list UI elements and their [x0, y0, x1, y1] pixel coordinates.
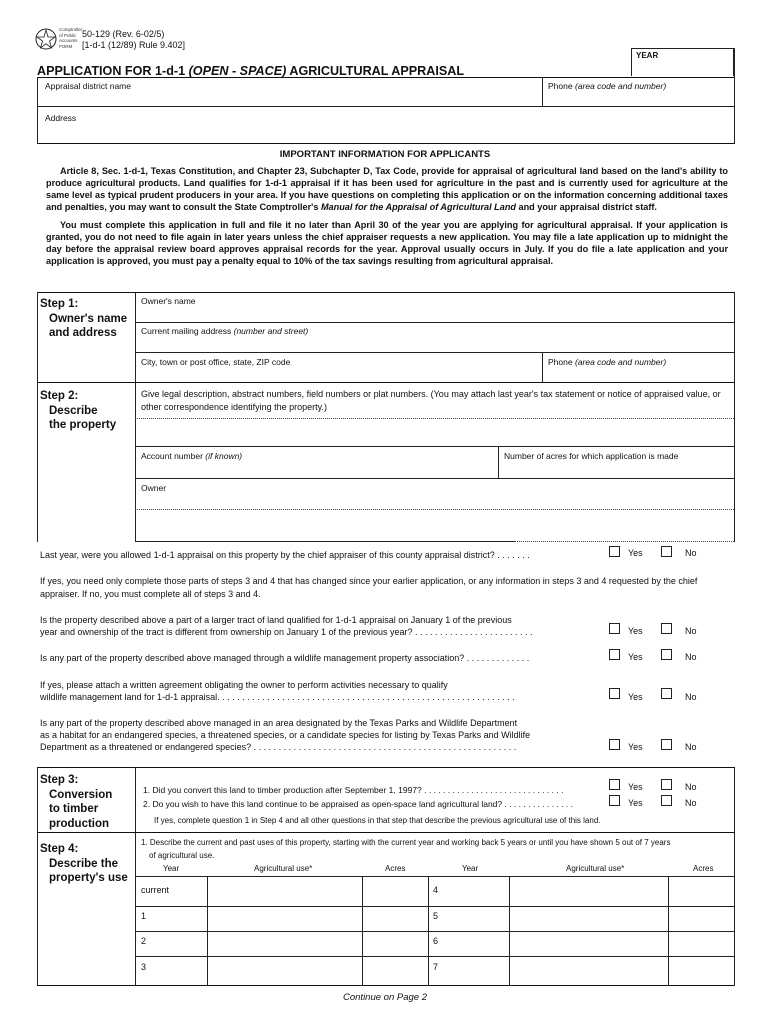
step3-q2-no-checkbox[interactable] [661, 795, 672, 806]
use-cell-6-acres[interactable] [669, 932, 733, 956]
year-label: YEAR [636, 51, 659, 60]
q5-no-checkbox[interactable] [661, 739, 672, 750]
use-row-year-current: current [141, 885, 170, 895]
district-phone-note: (area code and number) [574, 81, 667, 91]
use-cell-3-acres[interactable] [363, 957, 428, 985]
step3-heading: Step 3: Conversion to timber production [40, 774, 113, 830]
step3-q1-no-checkbox[interactable] [661, 779, 672, 790]
q5-no-label: No [685, 742, 697, 752]
q1-no-checkbox[interactable] [661, 546, 672, 557]
use-cell-1-acres[interactable] [363, 907, 428, 931]
city-state-zip-label: City, town or post office, state, ZIP code [141, 357, 291, 367]
q2-yes-checkbox[interactable] [609, 623, 620, 634]
question-last-year-1d1: Last year, were you allowed 1-d-1 appraisal on this property by the chief appraiser of this county appraisal district? . . . . . . . [40, 550, 530, 560]
use-row-year-3: 3 [141, 962, 147, 972]
property-owner-label: Owner [141, 483, 167, 493]
question-last-year-note: If yes, you need only complete those parts of steps 3 and 4 that has changed since your earlier application, or any information in steps 3 and 4 requested by the chief appraiser. If no, you must complete all of steps 3 and 4. [40, 576, 698, 599]
question-larger-tract-line2: year and ownership of the tract is different from ownership on January 1 of the previous year? . . . . . . . . . . . . . . . . . . . . . . . . [40, 627, 533, 637]
q5-yes-label: Yes [628, 742, 643, 752]
question-endangered-line2: as a habitat for an endangered species, a threatened species, or a candidate species for listing by Texas Parks and Wildlife [40, 730, 531, 740]
district-phone-label: Phone [548, 81, 573, 91]
use-row-year-2: 2 [141, 936, 147, 946]
step3-q1-yes-label: Yes [628, 782, 643, 792]
use-cell-5-acres[interactable] [669, 907, 733, 931]
question-endangered-line3: Department as a threatened or endangered species? . . . . . . . . . . . . . . . . . . . . . . . . . . . . . . . . . . . . . . . . . . . . . . . . . . . . . [40, 742, 517, 752]
col-acres-left: Acres [385, 864, 406, 873]
owner-name-label: Owner's name [141, 296, 196, 306]
use-cell-4-agricultural-use[interactable] [510, 877, 668, 906]
use-cell-1-agricultural-use[interactable] [208, 907, 362, 931]
use-cell-2-agricultural-use[interactable] [208, 932, 362, 956]
owner-phone-note: (area code and number) [574, 357, 667, 367]
q2-yes-label: Yes [628, 626, 643, 636]
mailing-address-field[interactable] [136, 323, 733, 351]
q3-no-checkbox[interactable] [661, 649, 672, 660]
step3-note: If yes, complete question 1 in Step 4 and all other questions in that step that describe the previous agricultural use of this land. [154, 816, 601, 825]
use-cell-5-agricultural-use[interactable] [510, 907, 668, 931]
question-wildlife-agreement-line1: If yes, please attach a written agreement obligating the owner to perform activities necessary to qualify [40, 680, 448, 690]
use-row-year-4: 4 [433, 885, 439, 895]
appraisal-district-name-field[interactable] [37, 78, 542, 106]
q3-no-label: No [685, 652, 697, 662]
use-cell-current-agricultural-use[interactable] [208, 877, 362, 906]
step3-q1-yes-checkbox[interactable] [609, 779, 620, 790]
q4-yes-label: Yes [628, 692, 643, 702]
owner-phone-field[interactable] [543, 353, 733, 381]
use-row-year-1: 1 [141, 911, 147, 921]
question-larger-tract-line1: Is the property described above a part of a larger tract of land qualified for 1-d-1 appraisal on January 1 of the previous [40, 615, 512, 625]
district-phone-field[interactable] [543, 78, 733, 106]
step4-question-1-line2: of agricultural use. [149, 851, 215, 860]
use-cell-4-acres[interactable] [669, 877, 733, 906]
step4-heading: Step 4: Describe the property's use [40, 843, 128, 884]
acres-label: Number of acres for which application is made [504, 451, 679, 461]
form-title: APPLICATION FOR 1-d-1 (OPEN - SPACE) AGRICULTURAL APPRAISAL [37, 64, 465, 78]
year-box[interactable] [631, 48, 734, 76]
col-use-right: Agricultural use* [566, 864, 625, 873]
district-address-field[interactable] [37, 107, 734, 143]
account-number-field[interactable] [136, 447, 498, 477]
question-wildlife-association: Is any part of the property described above managed through a wildlife management property association? . . . . . . . . . . . . . [40, 653, 530, 663]
use-row-year-6: 6 [433, 936, 439, 946]
rule-reference: [1-d-1 (12/89) Rule 9.402] [82, 40, 186, 50]
col-use-left: Agricultural use* [254, 864, 313, 873]
info-paragraph-1: Article 8, Sec. 1-d-1, Texas Constitution, and Chapter 23, Subchapter D, Tax Code, provide for appraisal of agricultural land based on the land's ability to produce agricultural products. Land qualifies for 1-d-1 appraisal if it has been used for agriculture in the past and is currently used for agriculture at the same level as typical prudent producers in your area. If you have questions on completing this application or on the information concerning additional taxes and penalties, you may want to consult the State Comptroller's Manual for the Appraisal of Agricultural Land and your appraisal district staff. [46, 166, 728, 212]
q4-no-label: No [685, 692, 697, 702]
q2-no-checkbox[interactable] [661, 623, 672, 634]
col-year-left: Year [163, 864, 180, 873]
step2-heading: Step 2: Describe the property [40, 390, 117, 431]
step4-question-1-line1: 1. Describe the current and past uses of this property, starting with the current year and working back 5 years or until you have shown 5 out of 7 years [141, 838, 671, 847]
use-cell-3-agricultural-use[interactable] [208, 957, 362, 985]
step3-question-1: 1. Did you convert this land to timber production after September 1, 1997? . . . . . . . . . . . . . . . . . . . . . . . . . . . . . . [143, 785, 564, 795]
city-state-zip-field[interactable] [136, 353, 542, 381]
col-acres-right: Acres [693, 864, 714, 873]
use-cell-7-agricultural-use[interactable] [510, 957, 668, 985]
agency-logo-text: Comptroller of Public Accounts FORM [59, 27, 83, 49]
legal-description-label: Give legal description, abstract numbers, field numbers or plat numbers. (You may attach last year's tax statement or notice of appraised value, or other correspondence identifying the property.) [141, 389, 721, 412]
info-heading: IMPORTANT INFORMATION FOR APPLICANTS [279, 149, 491, 160]
q1-yes-checkbox[interactable] [609, 546, 620, 557]
owner-name-field[interactable] [136, 293, 733, 321]
acres-field[interactable] [499, 447, 733, 477]
form-number: 50-129 (Rev. 6-02/5) [82, 29, 165, 39]
q4-no-checkbox[interactable] [661, 688, 672, 699]
mailing-address-label: Current mailing address [141, 326, 232, 336]
step3-q1-no-label: No [685, 782, 697, 792]
continue-on-page-2: Continue on Page 2 [343, 992, 427, 1003]
step3-q2-yes-label: Yes [628, 798, 643, 808]
q3-yes-checkbox[interactable] [609, 649, 620, 660]
info-section [46, 165, 728, 273]
district-address-label: Address [45, 113, 77, 123]
q3-yes-label: Yes [628, 652, 643, 662]
use-cell-6-agricultural-use[interactable] [510, 932, 668, 956]
property-owner-field[interactable] [136, 479, 733, 507]
appraisal-district-name-label: Appraisal district name [45, 81, 131, 91]
question-wildlife-agreement-line2: wildlife management land for 1-d-1 appraisal. . . . . . . . . . . . . . . . . . . . . . . . . . . . . . . . . . . . . . . . . . . . . . . . . . . . . . . . . . . . [40, 692, 515, 702]
comptroller-seal-logo [35, 28, 57, 50]
q5-yes-checkbox[interactable] [609, 739, 620, 750]
owner-phone-label: Phone [548, 357, 573, 367]
q2-no-label: No [685, 626, 697, 636]
step3-question-2: 2. Do you wish to have this land continue to be appraised as open-space land agricultural land? . . . . . . . . . . . . . . . [143, 799, 573, 809]
account-number-note: (if known) [205, 451, 243, 461]
info-paragraph-2: You must complete this application in full and file it no later than April 30 of the year you are applying for agricultural appraisal. If your application is granted, you do not need to file again in later years unless the chief appraiser requests a new application. You may file a late application up to midnight the day before the appraisal review board approves appraisal records for the year. Approval usually occurs in July. If you do file a late application and your application is approved, you must pay a penalty equal to 10% of the tax savings resulting from agricultural appraisal. [46, 220, 728, 266]
step1-heading: Step 1: Owner's name and address [40, 298, 128, 339]
use-cell-7-acres[interactable] [669, 957, 733, 985]
col-year-right: Year [462, 864, 479, 873]
step3-q2-yes-checkbox[interactable] [609, 795, 620, 806]
step3-q2-no-label: No [685, 798, 697, 808]
q4-yes-checkbox[interactable] [609, 688, 620, 699]
question-endangered-line1: Is any part of the property described above managed in an area designated by the Texas Parks and Wildlife Department [40, 718, 518, 728]
q1-yes-label: Yes [628, 548, 643, 558]
mailing-address-note: (number and street) [233, 326, 309, 336]
manual-title: Manual for the Appraisal of Agricultural Land [320, 202, 516, 212]
account-number-label: Account number [141, 451, 203, 461]
use-row-year-5: 5 [433, 911, 439, 921]
q1-no-label: No [685, 548, 697, 558]
use-cell-2-acres[interactable] [363, 932, 428, 956]
use-cell-current-acres[interactable] [363, 877, 428, 906]
use-row-year-7: 7 [433, 962, 439, 972]
legal-description-field[interactable] [136, 383, 733, 445]
